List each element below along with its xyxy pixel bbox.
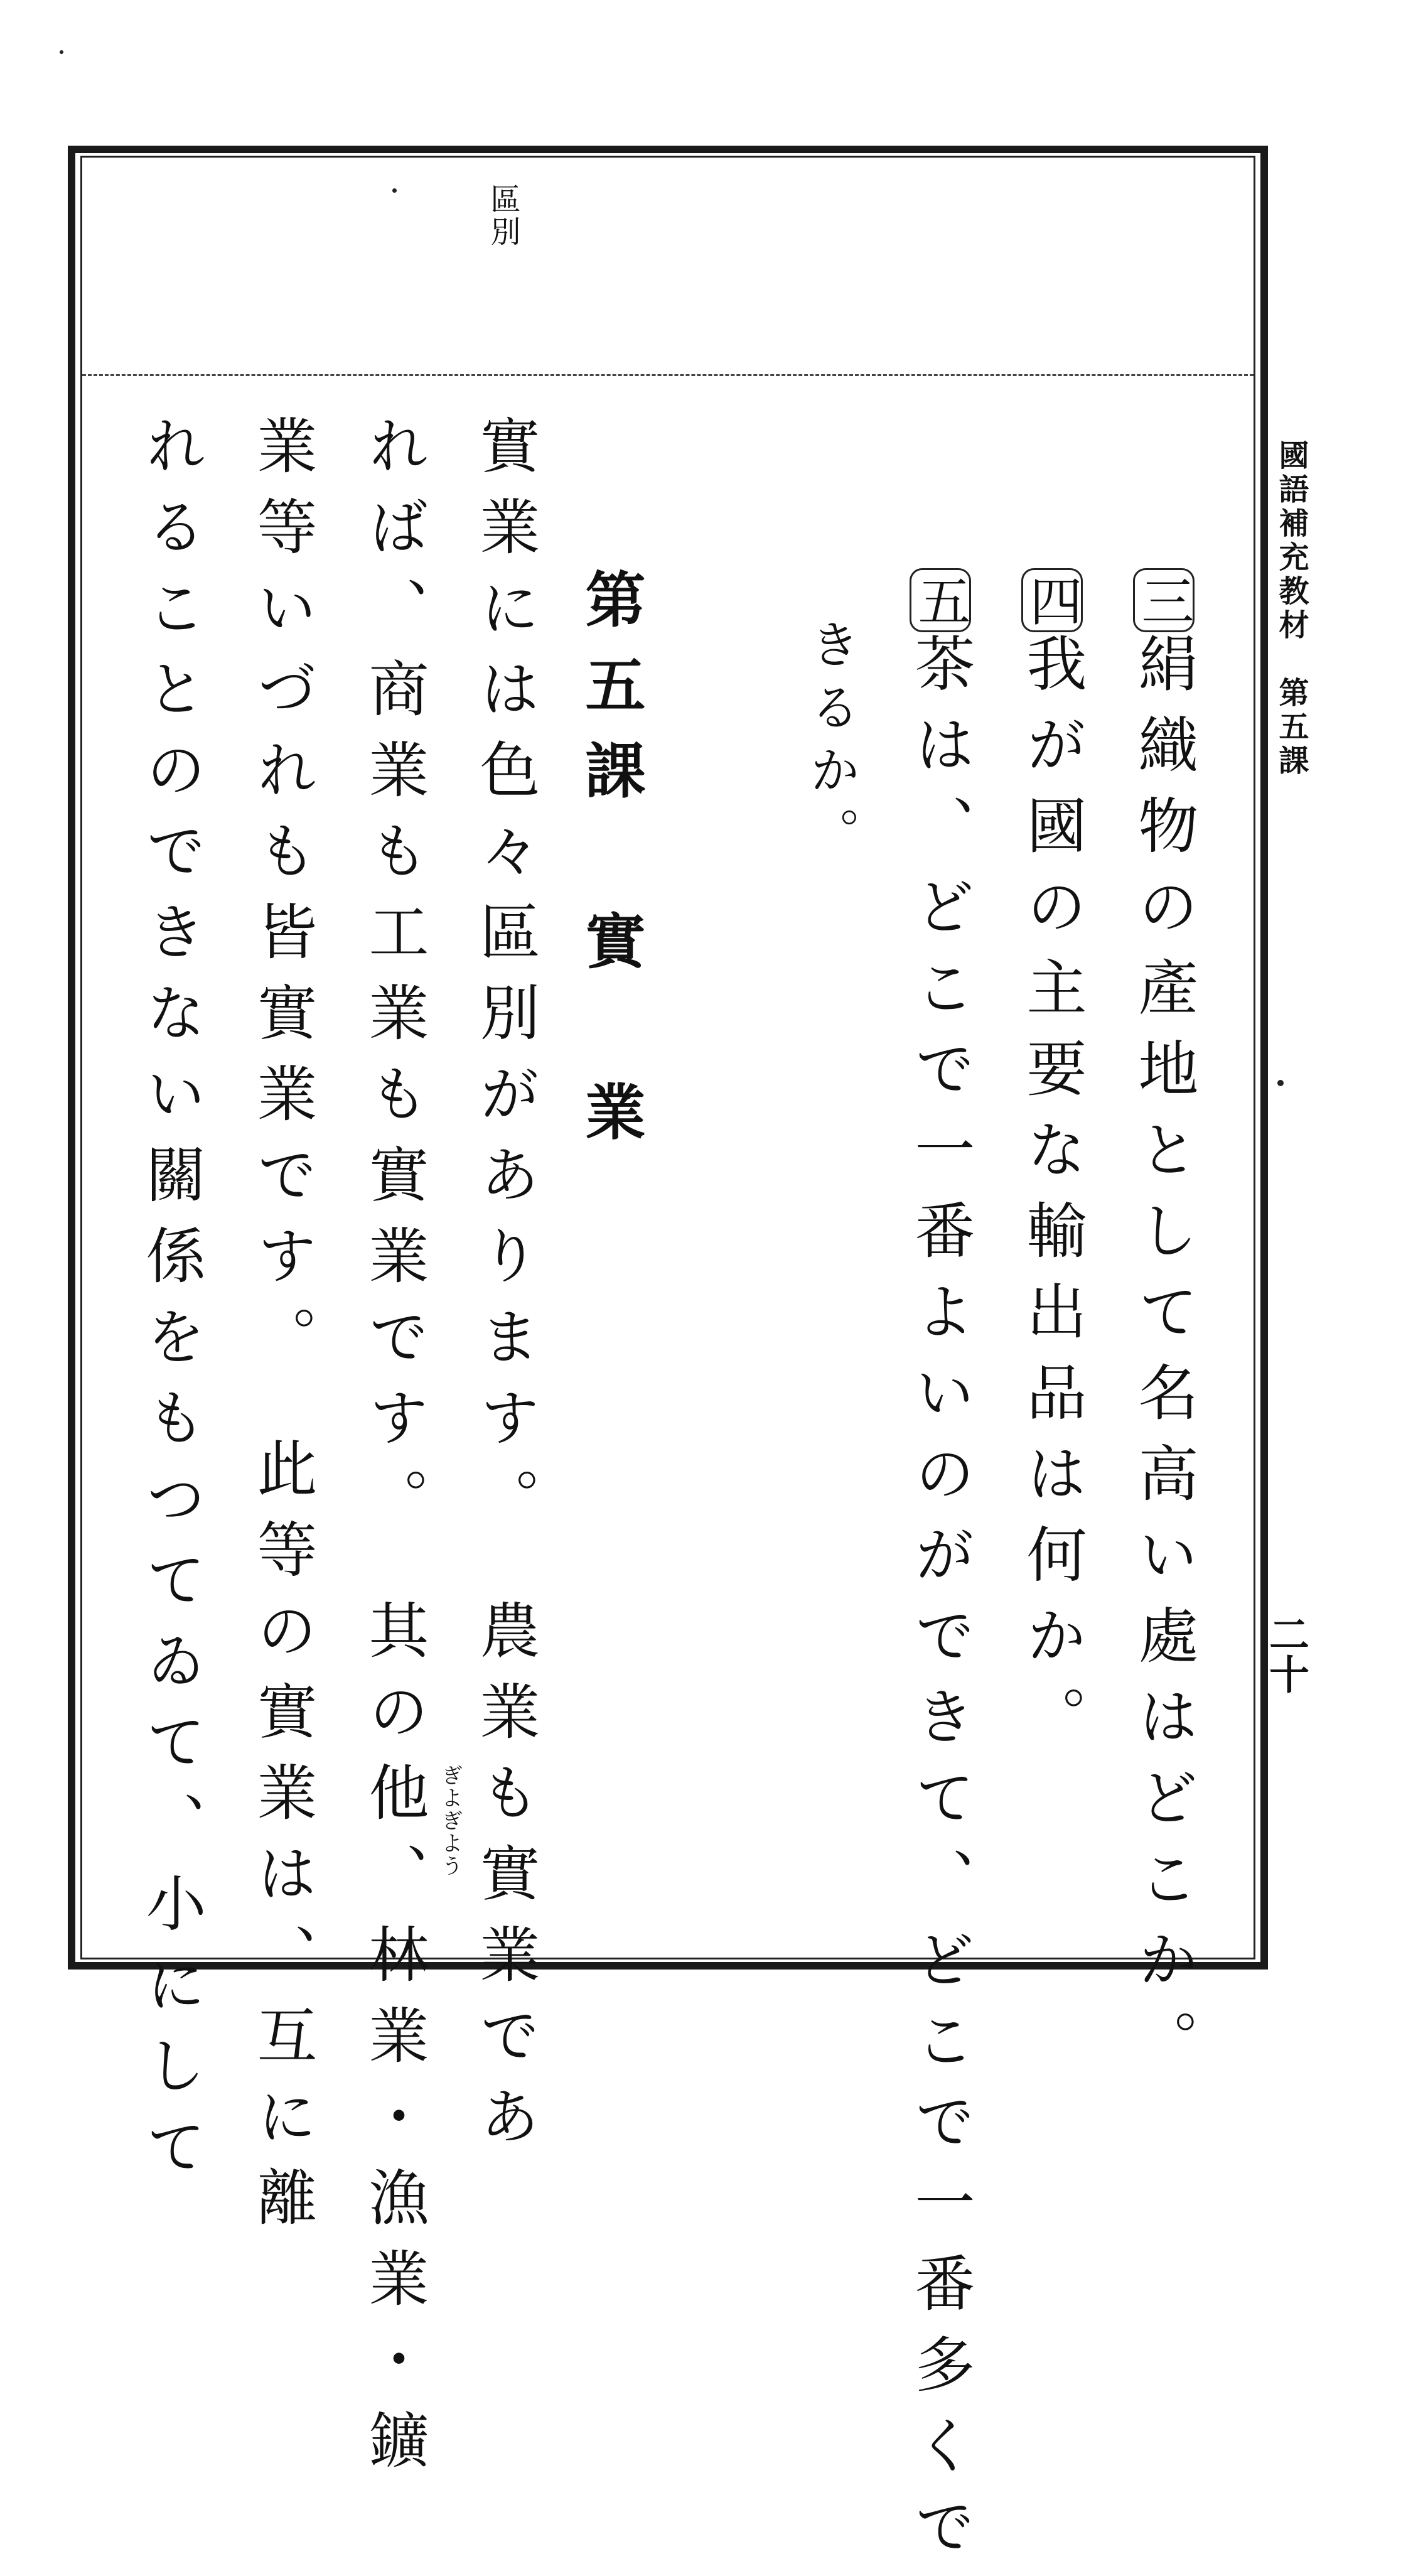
lesson-title: 第五課 實 業 xyxy=(576,568,647,1166)
question-number: 五 xyxy=(910,568,971,632)
question-3 xyxy=(1129,568,1199,2090)
scan-speck xyxy=(1277,1080,1284,1086)
page-number: 二十 xyxy=(1262,1614,1309,1694)
marginal-note: 區別 xyxy=(485,183,520,249)
question-text: 茶は、どこで一番よいのができて、どこで一番多くで xyxy=(905,632,975,2576)
question-text: 絹織物の產地として名高い處はどこか。 xyxy=(1129,632,1199,2090)
body-column-3: 業等いづれも皆實業です。 此等の實業は、互に離 xyxy=(247,414,318,2247)
scan-speck xyxy=(60,50,63,54)
body-column-4: れることのできない關係をもつてゐて、小にして xyxy=(136,414,207,2196)
question-text: 我が國の主要な輸出品は何か。 xyxy=(1017,632,1087,1766)
question-4 xyxy=(1017,568,1087,1766)
body-column-1: 實業には色々區別があります。 農業も實業であ xyxy=(470,414,540,2166)
running-head: 國語補充教材 第五課 xyxy=(1274,439,1309,779)
furigana: ぎよぎよう xyxy=(438,1764,463,1877)
question-5-continuation: きるか。 xyxy=(802,618,860,870)
headnote-divider xyxy=(82,374,1254,376)
scan-speck xyxy=(392,188,397,193)
question-number: 三 xyxy=(1133,568,1195,632)
body-column-2: れば、商業も工業も實業です。 其の他、林業・漁業・鑛 xyxy=(359,414,429,2490)
question-number: 四 xyxy=(1021,568,1083,632)
question-5 xyxy=(905,568,975,2576)
